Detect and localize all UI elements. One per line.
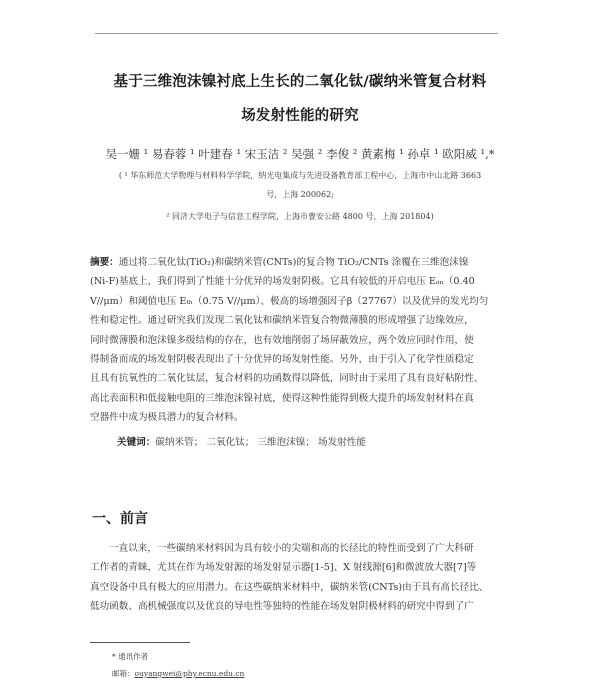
abstract-line: 同时微薄膜和泡沫镍多级结构的存在，也有效地削弱了场屏蔽效应，两个效应同时作用，使 [90, 334, 474, 346]
paper-title-line-1: 基于三维泡沫镍衬底上生长的二氧化钛/碳纳米管复合材料 [113, 74, 487, 90]
abstract-line: 摘要：通过将二氧化钛(TiO₂)和碳纳米管(CNTs)的复合物 TiO₂/CNTs 涂覆在三维泡沫镍 [90, 257, 469, 268]
abstract-line: 空器件中成为极具潜力的复合材料。 [90, 412, 244, 424]
affiliation-1-line-1: ( ¹ 华东师范大学物理与材料科学学院，纳光电集成与先进设备教育部工程中心，上海市中山北路 3663 [118, 171, 482, 180]
affiliation-1-line-2: 号，上海 200062; [266, 190, 334, 199]
section-heading-introduction: 一、前言 [92, 511, 148, 527]
body-line: 工作者的青睐，尤其在作为场发射源的场发射显示器[1-5]、X 射线源[6]和微波放大器[7]等 [90, 562, 477, 574]
author-list: 吴一姗 ¹ 易春蓉 ¹ 叶建春 ¹ 宋玉洁 ² 吴强 ² 李俊 ² 黄素梅 ¹ 孙卓 ¹ 欧阳威 ¹,* [105, 147, 495, 161]
body-line: 一直以来，一些碳纳米材料因为具有较小的尖端和高的长径比的特性而受到了广大科研 [109, 543, 474, 554]
abstract-line: V//μm）和阈值电压 Eₜₕ（0.75 V//μm）、极高的场增强因子β（27767）以及优异的发光均匀 [90, 295, 489, 307]
paper-title-line-2: 场发射性能的研究 [241, 108, 359, 124]
email-link[interactable]: ouyangwei@phy.ecnu.edu.cn [134, 669, 245, 678]
abstract-line: 且具有抗氧性的二氧化钛层，复合材料的功函数得以降低，同时由于采用了具有良好粘附性、 [90, 373, 484, 385]
body-line: 真空设备中具有极大的应用潜力。在这些碳纳米材料中，碳纳米管(CNTs)由于具有高长径比、 [90, 581, 489, 593]
keywords-text: 碳纳米管； 二氧化钛； 三维泡沫镍； 场发射性能 [155, 437, 366, 448]
keywords [117, 434, 366, 448]
abstract [90, 253, 528, 428]
footnote-rule [90, 642, 190, 643]
affiliation-2: ² 同济大学电子与信息工程学院，上海市曹安公路 4800 号，上海 201804) [166, 212, 434, 221]
corresponding-author-note: * 通讯作者 [112, 652, 149, 661]
abstract-line: 得制备而成的场发射阴极表现出了十分优异的场发射性能。另外，由于引入了化学性质稳定 [90, 354, 474, 366]
email-label: 邮箱： [112, 669, 135, 678]
email-note [112, 668, 244, 679]
keywords-label: 关键词： [117, 437, 156, 448]
header-rule [95, 33, 498, 34]
abstract-line: (Ni-F)基底上，我们得到了性能十分优异的场发射阴极。它具有较低的开启电压 Eₒₙ（0.40 [90, 276, 475, 288]
body-line: 低功函数、高机械强度以及优良的导电性等独特的性能在场发射阴极材料的研究中得到了广 [90, 600, 474, 612]
abstract-label: 摘要： [90, 257, 119, 268]
introduction-body [90, 539, 528, 616]
abstract-line: 高比表面积和低接触电阻的三维泡沫镍衬底，使得这种性能得到极大提升的场发射材料在真 [90, 392, 474, 404]
abstract-line: 性和稳定性。通过研究我们发现二氧化钛和碳纳米管复合物微薄膜的形成增强了边缘效应， [90, 315, 474, 327]
